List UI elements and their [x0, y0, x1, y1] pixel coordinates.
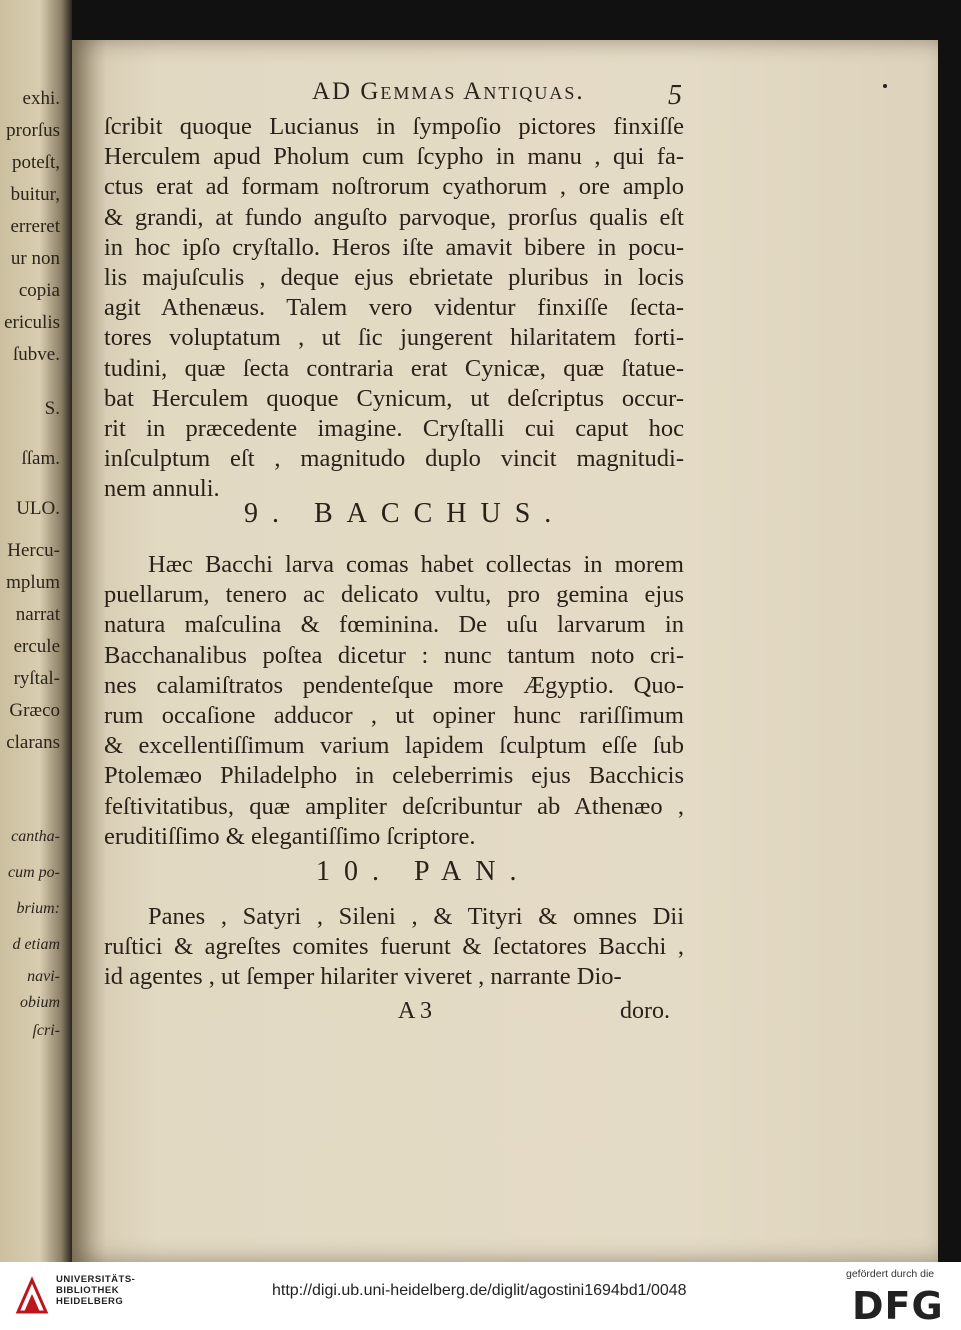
text-line: Hæc Bacchi larva comas habet collectas in morem [148, 551, 684, 578]
left-margin-italic-fragment: navi- [27, 968, 60, 985]
left-margin-fragment: copia [18, 280, 60, 301]
left-margin-fragment: prorſus [6, 120, 60, 141]
heading-pan: 10. PAN. [316, 856, 531, 887]
left-margin-italic-fragment: cum po- [8, 864, 60, 881]
left-margin-fragment: ryſtal- [13, 668, 60, 689]
text-line: ctus erat ad formam noſtrorum cyathorum , ore amplo [104, 173, 684, 201]
digital-library-link[interactable]: http://digi.ub.uni-heidelberg.de/diglit/agostini1694bd1/0048 [272, 1282, 687, 1299]
left-margin-fragment: narrat [15, 604, 60, 625]
text-line: inſculptum eſt , magnitudo duplo vincit magnitudi- [104, 445, 684, 473]
paragraph-hercules [104, 112, 684, 504]
signature-mark: A 3 [398, 998, 433, 1024]
left-margin-fragment: S. [44, 398, 60, 419]
left-margin-fragment: mplum [6, 572, 60, 593]
funded-by-label: gefördert durch die [846, 1268, 935, 1280]
university-name-line-3: HEIDELBERG [56, 1296, 124, 1307]
page-number: 5 [668, 80, 682, 111]
left-margin-italic-fragment: d etiam [12, 936, 60, 953]
text-line: nem annuli. [104, 475, 220, 503]
left-margin-italic-fragment: ſcri- [32, 1022, 60, 1039]
left-margin-fragment: poteſt, [11, 152, 60, 173]
left-margin-fragment: ericulis [4, 312, 60, 333]
text-line: agit Athenæus. Talem vero videntur finxiſſe ſecta- [104, 294, 684, 322]
text-line: ruſtici & agreſtes comites fuerunt & ſectatores Bacchi , [104, 933, 684, 961]
running-head-prefix: AD [312, 78, 353, 105]
text-line: feſtivitatibus, quæ ampliter deſcribuntur ab Athenæo , [104, 792, 684, 820]
left-margin-fragment: exhi. [22, 88, 60, 109]
text-line: & grandi, at fundo anguſto parvoque, prorſus qualis eſt [104, 203, 684, 231]
running-head-title: Gemmas Antiquas. [360, 78, 585, 105]
university-logo-icon [14, 1276, 50, 1316]
left-page-edge [0, 0, 72, 1262]
left-margin-italic-fragment: obium [20, 994, 60, 1011]
text-line: rum occaſione adducor , ut opiner hunc rariſſimum [104, 701, 684, 729]
paragraph-pan [104, 902, 684, 993]
left-margin-fragment: Græco [9, 700, 60, 721]
text-line: Herculem apud Pholum cum ſcypho in manu , qui fa- [104, 143, 684, 171]
text-line: puellarum, tenero ac delicato vultu, pro gemina ejus [104, 581, 684, 609]
university-name-line-2: BIBLIOTHEK [56, 1285, 120, 1296]
speck-mark [883, 84, 887, 88]
left-margin-fragment: buitur, [10, 184, 60, 205]
text-line: eruditiſſimo & elegantiſſimo ſcriptore. [104, 822, 476, 850]
right-page [72, 40, 938, 1262]
left-margin-fragment: ULO. [16, 498, 60, 519]
left-margin-fragment: ſſam. [21, 448, 60, 469]
text-line: nes calamiſtratos pendenteſque more Ægyptio. Quo- [104, 671, 684, 699]
left-margin-fragment: clarans [6, 732, 60, 753]
dfg-logo: DFG [852, 1284, 944, 1328]
text-line: & excellentiſſimum varium lapidem ſculptum eſſe ſub [104, 732, 684, 760]
left-margin-italic-fragment: brium: [16, 900, 60, 917]
text-line: tudini, quæ ſecta contraria erat Cynicæ, quæ ſtatue- [104, 354, 684, 382]
paragraph-bacchus [104, 550, 684, 852]
university-name [56, 1274, 135, 1307]
footer-bar [0, 1262, 961, 1330]
text-line: bat Herculem quoque Cynicum, ut deſcriptus occur- [104, 384, 684, 412]
text-line: lis majuſculis , deque ejus ebrietate pluribus in locis [104, 263, 684, 291]
heading-bacchus: 9. BACCHUS. [244, 498, 566, 529]
text-line: rit in præcedente imagine. Cryſtalli cui caput hoc [104, 414, 684, 442]
left-margin-fragment: ercule [13, 636, 60, 657]
text-line: in hoc ipſo cryſtallo. Heros iſte amavit bibere in pocu- [104, 233, 684, 261]
left-margin-fragment: ſubve. [13, 344, 60, 365]
catchword: doro. [620, 998, 670, 1024]
text-line: Bacchanalibus poſtea dicetur : nunc tantum noto cri- [104, 641, 684, 669]
text-line: Ptolemæo Philadelpho in celeberrimis ejus Bacchicis [104, 762, 684, 790]
text-line: Panes , Satyri , Sileni , & Tityri & omnes Dii [148, 903, 684, 930]
left-margin-fragment: Hercu- [7, 540, 60, 561]
text-line: tores voluptatum , ut ſic jungerent hilaritatem forti- [104, 324, 684, 352]
text-line: natura maſculina & fœminina. De uſu larvarum in [104, 611, 684, 639]
text-line: ſcribit quoque Lucianus in ſympoſio pictores finxiſſe [104, 113, 684, 140]
text-line: id agentes , ut ſemper hilariter viveret , narrante Dio- [104, 963, 622, 991]
left-margin-fragment: ur non [10, 248, 60, 269]
left-margin-italic-fragment: cantha- [11, 828, 60, 845]
running-head [312, 78, 585, 106]
left-margin-fragment: erreret [10, 216, 60, 237]
university-name-line-1: UNIVERSITÄTS- [56, 1274, 136, 1285]
